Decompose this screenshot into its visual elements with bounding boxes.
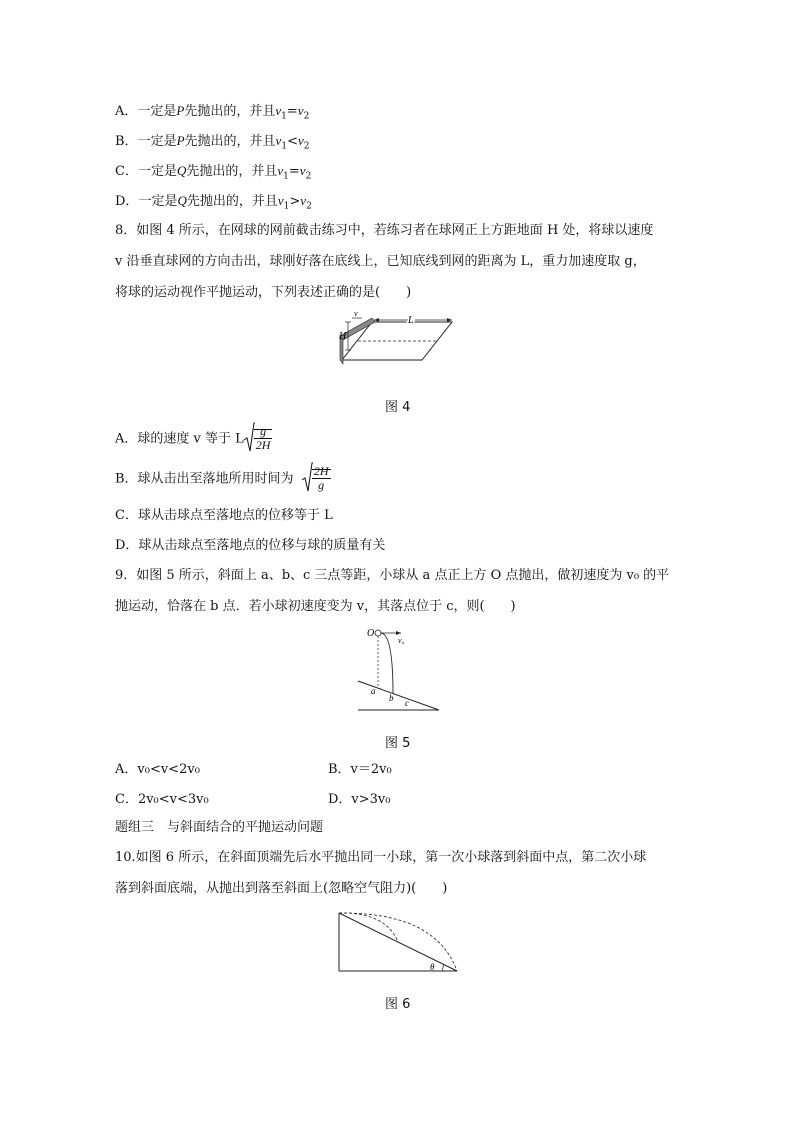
figure-4-caption: 图 4: [385, 400, 411, 415]
sqrt-g-over-2H: [244, 422, 273, 456]
fig5-label-b: b: [389, 693, 394, 703]
fraction-numerator: g: [254, 425, 273, 439]
q7-v2: v: [297, 103, 304, 118]
q7-rel: =: [286, 104, 298, 119]
q8-option-b-text: B．球从击出至落地所用时间为: [115, 471, 294, 487]
fig4-label-H: H: [339, 331, 347, 342]
group-3-title: 题组三 与斜面结合的平抛运动问题: [115, 820, 324, 835]
q9-option-a: A．v₀<v<2v₀: [115, 762, 200, 777]
q7-mid: 先抛出的，并且: [184, 134, 276, 149]
q7-var: P: [176, 103, 185, 118]
q7-sub1: 1: [281, 141, 288, 152]
q9-option-b: B．v＝2v₀: [328, 762, 392, 777]
q7-sub1: 1: [283, 171, 289, 182]
figure-6-caption: 图 6: [385, 997, 411, 1012]
fraction-denominator: 2H: [255, 438, 271, 452]
q8-option-b: [115, 462, 331, 496]
q7-var: Q: [177, 193, 187, 208]
q7-label: B．: [115, 134, 138, 149]
figure-6-slope-projectile: [336, 910, 461, 975]
q7-label: D．: [115, 194, 139, 209]
q9-stem-line-2: 抛运动，恰落在 b 点．若小球初速度变为 v，其落点位于 c，则( ): [115, 599, 516, 614]
q7-v1: v: [275, 103, 282, 118]
q7-option-d: [115, 193, 312, 215]
fig5-label-v0: v₀: [398, 636, 405, 645]
q7-sub2: 2: [306, 201, 312, 212]
q7-mid: 先抛出的，并且: [184, 104, 276, 119]
q7-sub1: 1: [283, 201, 290, 212]
q7-rel: >: [289, 194, 301, 209]
q7-sub1: 1: [281, 111, 287, 122]
q7-v1: v: [277, 163, 284, 178]
q9-option-d: D．v>3v₀: [328, 792, 391, 807]
q7-sub2: 2: [305, 171, 312, 182]
sqrt-2H-over-g: [302, 462, 331, 496]
q7-mid: 先抛出的，并且: [186, 164, 278, 179]
fig5-label-a: a: [371, 686, 376, 696]
q7-text: 一定是: [137, 164, 177, 179]
q7-text: 一定是: [137, 134, 177, 149]
fig4-label-L: L: [408, 315, 414, 326]
q7-v2: v: [299, 163, 306, 178]
q7-sub2: 2: [303, 111, 310, 122]
fraction-denominator: g: [318, 478, 325, 492]
q7-rel: <: [287, 134, 298, 149]
q7-label: C．: [115, 164, 138, 179]
fig4-label-v: v: [354, 309, 358, 318]
q8-option-a-text: A．球的速度 v 等于 L: [115, 431, 244, 447]
fraction-numerator: 2H: [313, 464, 329, 478]
q10-stem-line-1: 10.如图 6 所示，在斜面顶端先后水平抛出同一小球，第一次小球落到斜面中点，第二次小球: [115, 850, 647, 865]
q8-stem-line-2: v 沿垂直球网的方向击出，球刚好落在底线上，已知底线到网的距离为 L，重力加速度取 g，: [115, 254, 646, 269]
q7-option-c: [115, 163, 311, 185]
q7-mid: 先抛出的，并且: [186, 194, 278, 209]
fig6-label-theta: θ: [430, 962, 435, 972]
q7-text: 一定是: [138, 194, 178, 209]
fig5-label-c: c: [405, 698, 409, 708]
q7-v2: v: [297, 133, 304, 148]
figure-4-tennis-net: [330, 309, 460, 372]
q7-text: 一定是: [137, 104, 177, 119]
fig5-label-O: O: [367, 628, 375, 639]
q7-v2: v: [300, 193, 307, 208]
q8-stem-line-3: 将球的运动视作平抛运动，下列表述正确的是( ): [115, 285, 412, 300]
q7-label: A．: [115, 104, 138, 119]
q7-sub2: 2: [303, 141, 310, 152]
q10-stem-line-2: 落到斜面底端，从抛出到落至斜面上(忽略空气阻力)( ): [115, 881, 448, 896]
q7-var: Q: [176, 163, 187, 178]
q8-option-a: [115, 422, 272, 456]
q8-option-c: C．球从击球点至落地点的位移等于 L: [115, 508, 333, 523]
q9-option-c: C．2v₀<v<3v₀: [115, 792, 209, 807]
q9-stem-line-1: 9．如图 5 所示，斜面上 a、b、c 三点等距，小球从 a 点正上方 O 点抛出，做初速度为 v₀ 的平: [115, 568, 670, 583]
q8-stem-line-1: 8．如图 4 所示，在网球的网前截击练习中，若练习者在球网正上方距地面 H 处，将球以速度: [115, 223, 654, 238]
q8-option-d: D．球从击球点至落地点的位移与球的质量有关: [115, 538, 386, 553]
figure-5-incline-projectile: [355, 624, 445, 714]
q7-v1: v: [275, 133, 282, 148]
figure-5-caption: 图 5: [385, 736, 411, 751]
q7-rel: =: [288, 164, 300, 179]
q7-v1: v: [277, 193, 284, 208]
q7-option-b: [115, 133, 309, 155]
q7-option-a: [115, 103, 309, 125]
q7-var: P: [176, 133, 185, 148]
